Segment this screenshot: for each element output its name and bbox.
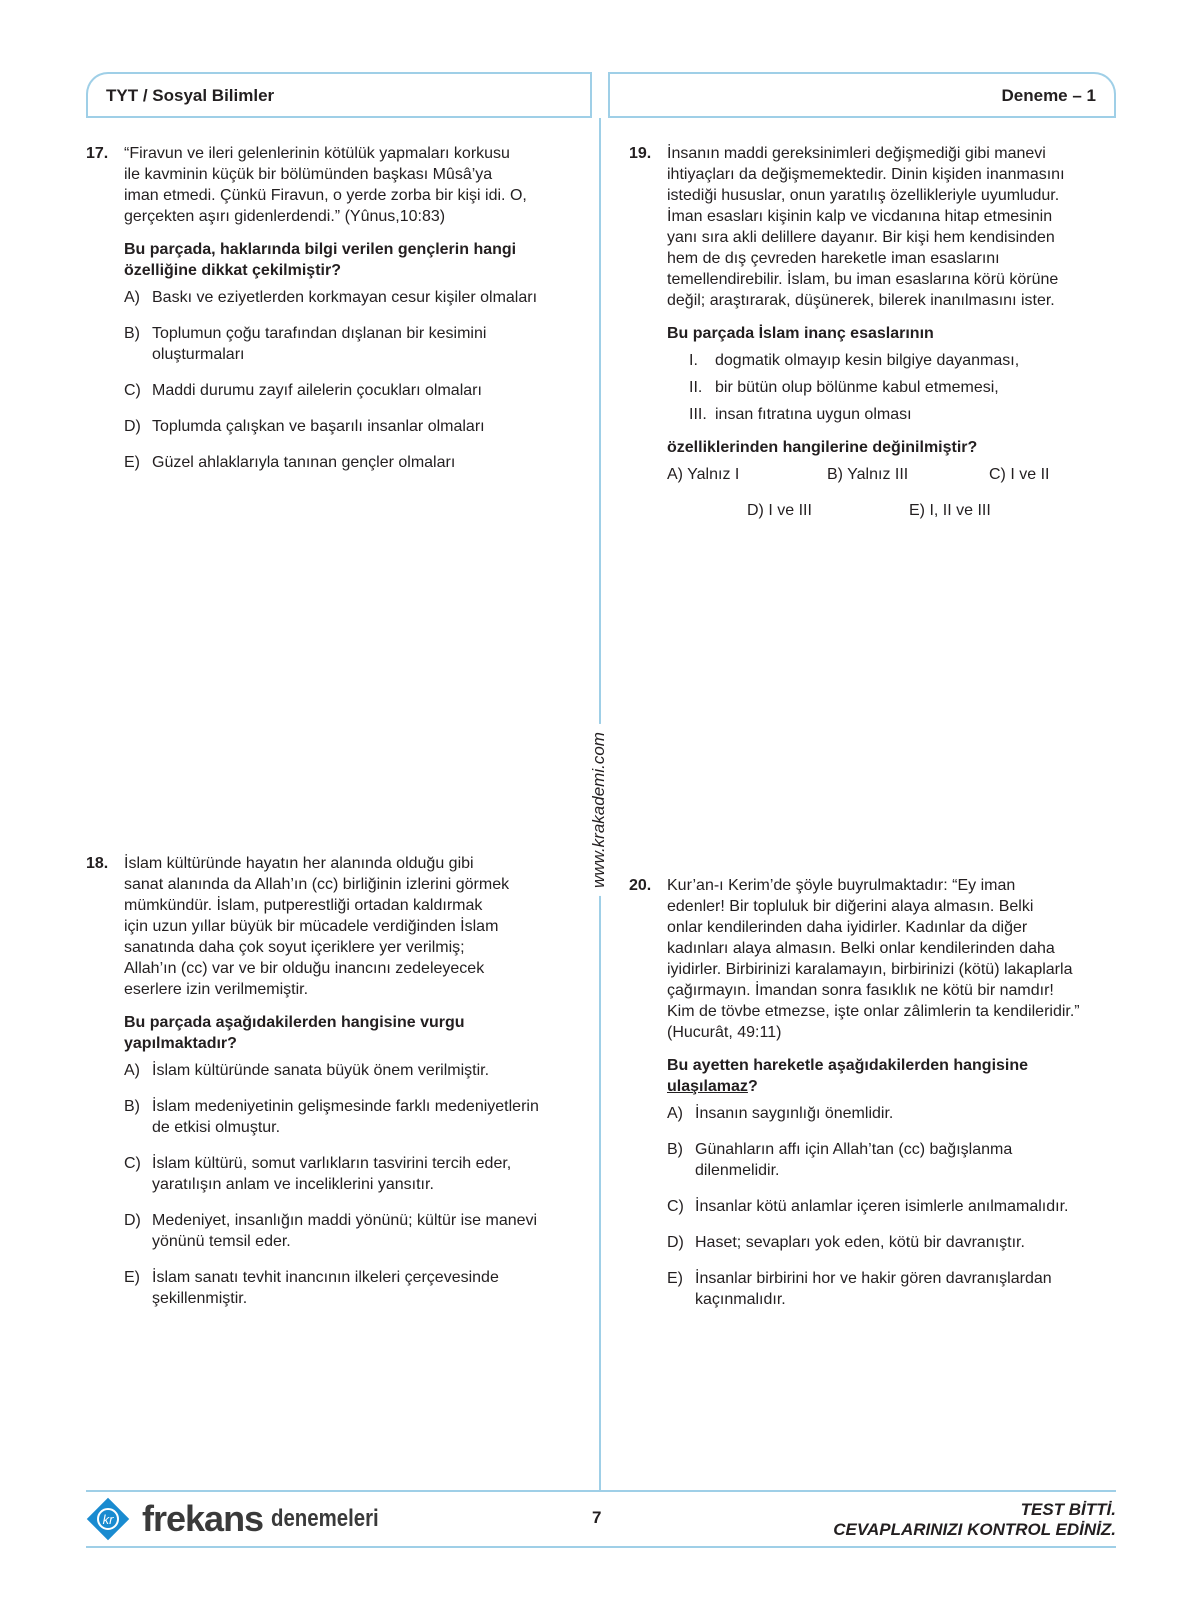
option-c[interactable] [124,380,576,401]
option-text: İslam kültürü, somut varlıkların tasvirini tercih eder, yaratılışın anlam ve inceliklerini yansıtır. [152,1155,512,1193]
option-c[interactable] [667,1196,1119,1217]
option-text: Toplumun çoğu tarafından dışlanan bir kesimini oluşturmaları [152,325,487,363]
footer-bottom-rule [86,1546,1116,1548]
footer-top-rule [86,1490,1116,1492]
question-stem [667,1055,1119,1097]
option-text: Medeniyet, insanlığın maddi yönünü; kültür ise manevi yönünü temsil eder. [152,1212,538,1250]
option-text: İslam sanatı tevhit inancının ilkeleri çerçevesinde şekillenmiştir. [152,1269,499,1307]
statement-numeral: I. [689,352,698,369]
option-letter: D) [124,1212,141,1229]
option-letter: A) [124,289,140,306]
option-b[interactable] [667,1139,1119,1181]
passage-line: iman etmedi. Çünkü Firavun, o yerde zorba bir kişi idi. O, [124,187,527,204]
option-c[interactable]: C) I ve II [989,466,1050,483]
stem-question-mark: ? [747,1078,758,1095]
option-letter: E) [124,454,140,471]
question-number: 17. [86,145,109,162]
option-e[interactable]: E) I, II ve III [909,502,991,519]
website-vertical-text: www.krakademi.com [583,724,615,896]
header-exam-title: Deneme – 1 [1001,86,1096,105]
option-d[interactable] [667,1232,1119,1253]
option-b[interactable] [124,1096,576,1138]
option-letter: B) [124,325,140,342]
option-letter: E) [667,1270,683,1287]
option-letter: B) [124,1098,140,1115]
passage-line: Allah’ın (cc) var ve bir olduğu inancını zedeleyecek [124,960,485,977]
question-stem [124,239,576,281]
option-text: Güzel ahlaklarıyla tanınan gençler olmaları [152,454,456,471]
stem-line: Bu parçada aşağıdakilerden hangisine vurgu [124,1014,465,1031]
option-text: İnsanlar kötü anlamlar içeren isimlerle anılmamalıdır. [695,1198,1069,1215]
passage-line: “Firavun ve ileri gelenlerinin kötülük yapmaları korkusu [124,145,510,162]
option-text: İnsanın saygınlığı önemlidir. [695,1105,894,1122]
brand-subtitle: denemeleri [271,1505,379,1532]
header-right-rule [608,116,1116,118]
passage-line: istediği hususlar, onun yaratılış özellikleriyle uyumludur. [667,187,1060,204]
option-letter: D) [667,1234,684,1251]
question-number: 20. [629,877,652,894]
option-b[interactable] [124,323,576,365]
passage-line: Kur’an-ı Kerim’de şöyle buyrulmaktadır: “Ey iman [667,877,1016,894]
option-e[interactable] [124,1267,576,1309]
option-a[interactable] [124,287,576,308]
header-left-rule [86,116,592,118]
stem-line: Bu parçada, haklarında bilgi verilen gençlerin hangi [124,241,517,258]
passage-line: değil; araştırarak, düşünerek, bilerek inanılmasını ister. [667,292,1055,309]
option-letter: D) [124,418,141,435]
statement-numeral: III. [689,406,707,423]
statement-item [667,404,1119,425]
options-row-1 [667,464,1119,485]
passage-line: çağırmayın. İmandan sonra fasıklık ne kötü bir namdır! [667,982,1054,999]
passage-line: yanı sıra akli delillere dayanır. Bir kişi hem kendisinden [667,229,1055,246]
option-d[interactable] [124,416,576,437]
option-c[interactable] [124,1153,576,1195]
option-a[interactable]: A) Yalnız I [667,466,740,483]
end-note-line-2: CEVAPLARINIZI KONTROL EDİNİZ. [833,1520,1116,1539]
option-a[interactable] [124,1060,576,1081]
question-number: 18. [86,855,109,872]
stem-underlined-word: ulaşılamaz [667,1078,748,1095]
passage-line: iyidirler. Birbirinizi karalamayın, birbirinizi (kötü) lakaplarla [667,961,1073,978]
question-18 [86,853,576,1309]
option-letter: A) [667,1105,683,1122]
option-text: Baskı ve eziyetlerden korkmayan cesur kişiler olmaları [152,289,538,306]
passage-line: hem de dış çevreden hareketle iman esaslarını [667,250,1000,267]
statement-numeral: II. [689,379,703,396]
option-b[interactable]: B) Yalnız III [827,466,909,483]
question-19 [629,143,1119,521]
passage-line: sanat alanında da Allah’ın (cc) birliğinin izlerini görmek [124,876,510,893]
options-row-2 [667,500,1119,521]
option-text: İslam kültüründe sanata büyük önem verilmiştir. [152,1062,490,1079]
option-letter: C) [667,1198,684,1215]
question-stem: Bu parçada İslam inanç esaslarının [667,325,934,342]
passage-line: İman esasları kişinin kalp ve vicdanına hitap etmesinin [667,208,1053,225]
end-note [833,1500,1116,1540]
header-subject-title: TYT / Sosyal Bilimler [106,86,275,105]
brand-logo [86,1494,398,1544]
passage-line: İnsanın maddi gereksinimleri değişmediği gibi manevi [667,145,1046,162]
statement-text: dogmatik olmayıp kesin bilgiye dayanması, [715,352,1020,369]
option-e[interactable] [124,452,576,473]
passage-line: İslam kültüründe hayatın her alanında olduğu gibi [124,855,474,872]
passage-line: kadınları alaya almasın. Belki onlar kendilerinden daha [667,940,1055,957]
stem-line: Bu ayetten hareketle aşağıdakilerden hangisine [667,1057,1029,1074]
stem-line: özelliğine dikkat çekilmiştir? [124,262,341,279]
option-letter: C) [124,1155,141,1172]
question-20 [629,875,1119,1310]
option-letter: B) [667,1141,683,1158]
passage-line: gerçekten aşırı gidenlerdendi.” (Yûnus,10:83) [124,208,446,225]
passage-line: eserlere izin verilmemiştir. [124,981,309,998]
option-letter: C) [124,382,141,399]
brand-name: frekans [142,1498,264,1539]
option-a[interactable] [667,1103,1119,1124]
option-text: Toplumda çalışkan ve başarılı insanlar olmaları [152,418,485,435]
logo-mark-text: kr [102,1512,114,1527]
passage-line: için uzun yıllar büyük bir mücadele verdiğinden İslam [124,918,499,935]
option-text: Maddi durumu zayıf ailelerin çocukları olmaları [152,382,482,399]
option-text: İnsanlar birbirini hor ve hakir gören davranışlardan kaçınmalıdır. [695,1270,1052,1308]
question-stem [124,1012,576,1054]
option-letter: E) [124,1269,140,1286]
passage-line: edenler! Bir topluluk bir diğerini alaya almasın. Belki [667,898,1034,915]
statement-text: insan fıtratına uygun olması [715,406,912,423]
question-17 [86,143,576,473]
passage-line: ile kavminin küçük bir bölümünden başkası Mûsâ’ya [124,166,493,183]
option-text: Haset; sevapları yok eden, kötü bir davranıştır. [695,1234,1025,1251]
option-e[interactable] [667,1268,1119,1310]
passage-line: mümkündür. İslam, putperestliği ortadan kaldırmak [124,897,483,914]
statement-text: bir bütün olup bölünme kabul etmemesi, [715,379,999,396]
passage-line: sanatında daha çok soyut içeriklere yer verilmiş; [124,939,465,956]
page-number: 7 [592,1508,602,1527]
statement-item [667,350,1119,371]
option-letter: A) [124,1062,140,1079]
statement-item [667,377,1119,398]
question-stem-end: özelliklerinden hangilerine değinilmiştir? [667,439,978,456]
passage-line: Kim de tövbe etmezse, işte onlar zâlimlerin ta kendileridir.” [667,1003,1080,1020]
passage-line: (Hucurât, 49:11) [667,1024,782,1041]
option-text: Günahların affı için Allah’tan (cc) bağışlanma dilenmelidir. [695,1141,1013,1179]
passage-line: onlar kendilerinden daha iyidirler. Kadınlar da diğer [667,919,1028,936]
stem-line: yapılmaktadır? [124,1035,237,1052]
end-note-line-1: TEST BİTTİ. [1020,1500,1116,1519]
question-number: 19. [629,145,652,162]
passage-line: temellendirebilir. İslam, bu iman esaslarına körü körüne [667,271,1059,288]
passage-line: ihtiyaçları da değişmemektedir. Dinin kişiden inanmasını [667,166,1065,183]
option-text: İslam medeniyetinin gelişmesinde farklı medeniyetlerin de etkisi olmuştur. [152,1098,539,1136]
option-d[interactable]: D) I ve III [747,502,812,519]
option-d[interactable] [124,1210,576,1252]
kr-logo-icon [86,1497,130,1541]
